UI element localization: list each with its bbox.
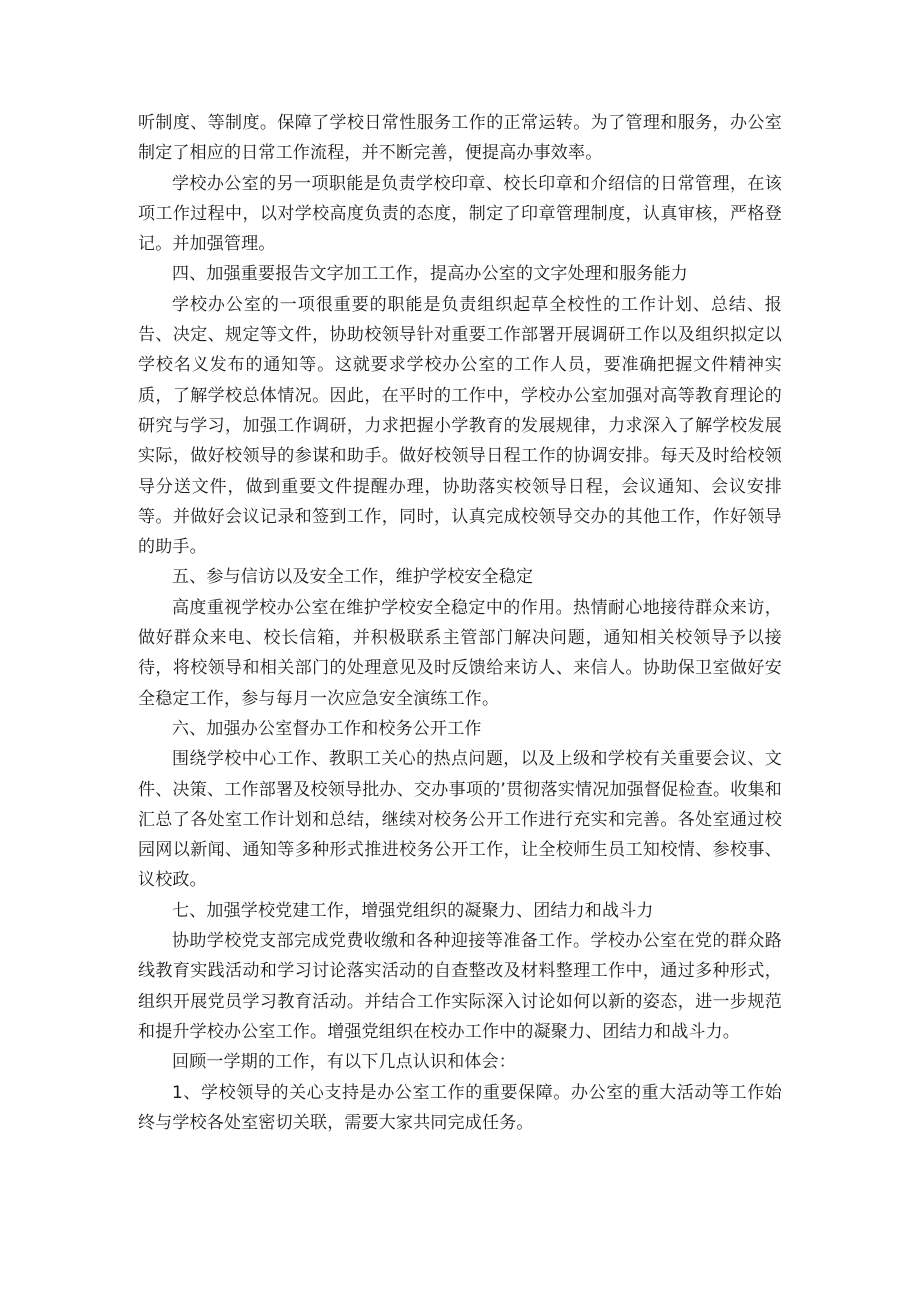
paragraph-supervision: 围绕学校中心工作、教职工关心的热点问题，以及上级和学校有关重要会议、文件、决策、工作部署及校领导批办、交办事项的’贯彻落实情况加强督促检查。收集和汇总了各处室工作计划和总结，继续对校务公开工作进行充实和完善。各处室通过校园网以新闻、通知等多种形式推进校务公开工作，让全校师生员工知校情、参校事、议校政。 bbox=[138, 749, 782, 891]
paragraph-continuation: 听制度、等制度。保障了学校日常性服务工作的正常运转。为了管理和服务，办公室制定了相应的日常工作流程，并不断完善，便提高办事效率。 bbox=[138, 113, 782, 164]
document-body bbox=[138, 108, 782, 1138]
section-heading-5: 五、参与信访以及安全工作，维护学校安全稳定 bbox=[172, 567, 534, 588]
paragraph-insight-1: 1、学校领导的关心支持是办公室工作的重要保障。办公室的重大活动等工作始终与学校各处室密切关联，需要大家共同完成任务。 bbox=[138, 1082, 782, 1133]
paragraph-party-building: 协助学校党支部完成党费收缴和各种迎接等准备工作。学校办公室在党的群众路线教育实践活动和学习讨论落实活动的自查整改及材料整理工作中，通过多种形式，组织开展党员学习教育活动。并结合工作实际深入讨论如何以新的姿态，进一步规范和提升学校办公室工作。增强党组织在校办工作中的凝聚力、团结力和战斗力。 bbox=[138, 931, 782, 1042]
paragraph-document-drafting: 学校办公室的一项很重要的职能是负责组织起草全校性的工作计划、总结、报告、决定、规定等文件，协助校领导针对重要工作部署开展调研工作以及组织拟定以学校名义发布的通知等。这就要求学校办公室的工作人员，要准确把握文件精神实质，了解学校总体情况。因此，在平时的工作中，学校办公室加强对高等教育理论的研究与学习，加强工作调研，力求把握小学教育的发展规律，力求深入了解学校发展实际，做好校领导的参谋和助手。做好校领导日程工作的协调安排。每天及时给校领导分送文件，做到重要文件提醒办理，协助落实校领导日程，会议通知、会议安排等。并做好会议记录和签到工作，同时，认真完成校领导交办的其他工作，作好领导的助手。 bbox=[138, 294, 782, 558]
section-heading-4: 四、加强重要报告文字加工工作，提高办公室的文字处理和服务能力 bbox=[172, 264, 688, 285]
paragraph-seal-management: 学校办公室的另一项职能是负责学校印章、校长印章和介绍信的日常管理，在该项工作过程中，以对学校高度负责的态度，制定了印章管理制度，认真审核，严格登记。并加强管理。 bbox=[138, 173, 782, 255]
section-heading-6: 六、加强办公室督办工作和校务公开工作 bbox=[172, 718, 482, 739]
section-heading-7: 七、加强学校党建工作，增强党组织的凝聚力、团结力和战斗力 bbox=[172, 900, 654, 921]
paragraph-review-intro: 回顾一学期的工作，有以下几点认识和体会： bbox=[172, 1052, 516, 1073]
paragraph-petitions-safety: 高度重视学校办公室在维护学校安全稳定中的作用。热情耐心地接待群众来访，做好群众来电、校长信箱，并积极联系主管部门解决问题，通知相关校领导予以接待，将校领导和相关部门的处理意见及时反馈给来访人、来信人。协助保卫室做好安全稳定工作，参与每月一次应急安全演练工作。 bbox=[138, 597, 782, 709]
